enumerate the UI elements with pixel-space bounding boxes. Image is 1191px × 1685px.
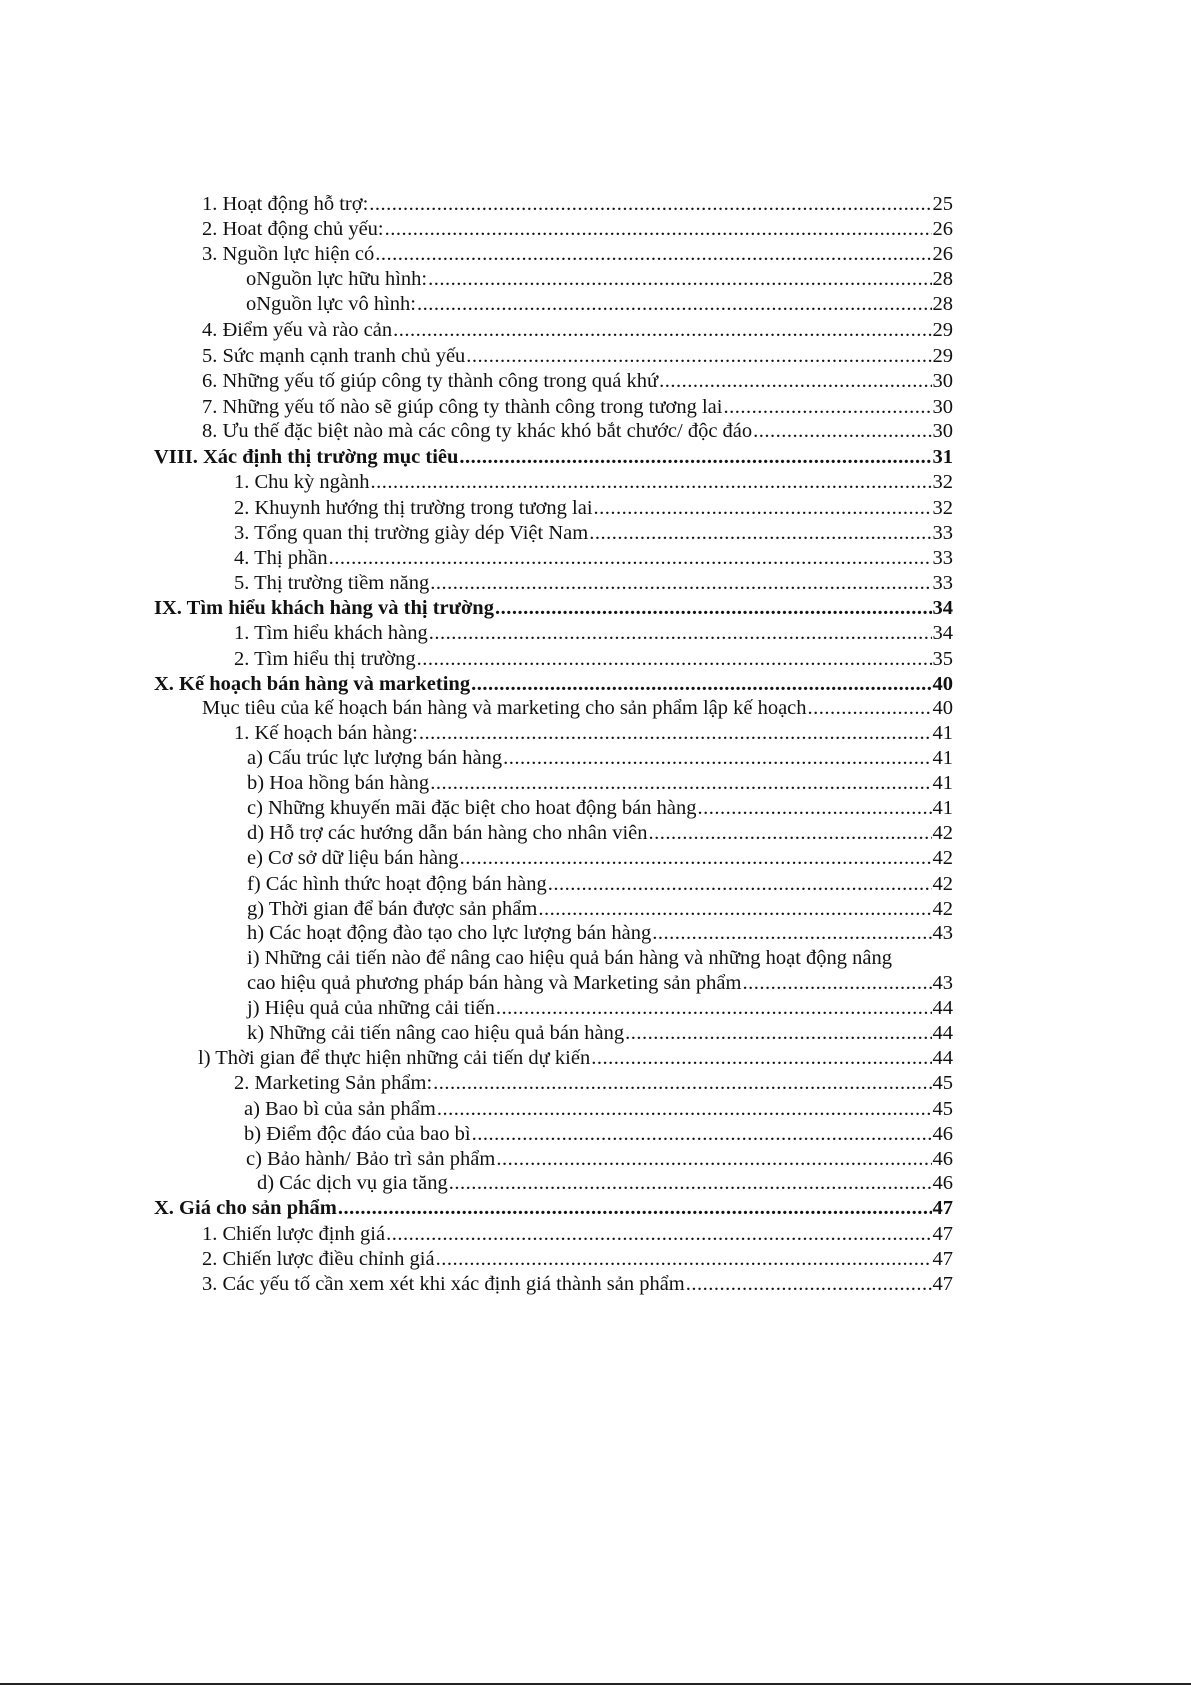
toc-entry-label: 3. Các yếu tố cần xem xét khi xác định giá thành sản phẩm — [202, 1273, 685, 1295]
dot-leader — [436, 1246, 932, 1272]
toc-section-entry[interactable] — [154, 1195, 953, 1221]
toc-entry-label: VIII. Xác định thị trường mục tiêu — [154, 446, 459, 468]
toc-entry-page: 30 — [932, 396, 953, 418]
dot-leader — [753, 418, 931, 444]
dot-leader — [419, 720, 932, 746]
dot-leader — [652, 920, 931, 946]
toc-entry-label: IX. Tìm hiểu khách hàng và thị trường — [154, 597, 494, 619]
toc-entry-page: 35 — [932, 648, 953, 670]
toc-entry-page: 45 — [932, 1098, 953, 1120]
dot-leader — [329, 545, 932, 571]
toc-entry-page: 28 — [932, 293, 953, 315]
toc-entry[interactable] — [246, 266, 953, 292]
toc-entry[interactable] — [202, 418, 953, 444]
toc-entry-page: 46 — [932, 1148, 953, 1170]
toc-entry[interactable] — [202, 317, 953, 343]
toc-entry[interactable] — [202, 343, 953, 369]
toc-entry[interactable] — [234, 545, 953, 571]
dot-leader — [371, 469, 932, 495]
toc-entry-page: 44 — [932, 997, 953, 1019]
toc-entry[interactable] — [247, 970, 953, 996]
toc-entry-label: Mục tiêu của kế hoạch bán hàng và marketing cho sản phẩm lập kế hoạch — [202, 697, 807, 719]
toc-entry[interactable] — [202, 1271, 953, 1297]
dot-leader — [437, 1096, 932, 1122]
toc-entry-page: 34 — [932, 622, 953, 644]
toc-entry-label: g) Thời gian để bán được sản phẩm — [247, 898, 538, 920]
toc-entry-page: 42 — [932, 822, 953, 844]
toc-entry[interactable] — [202, 394, 953, 420]
toc-entry-page: 42 — [932, 873, 953, 895]
toc-entry-label: c) Bảo hành/ Bảo trì sản phẩm — [246, 1148, 496, 1170]
toc-entry-page: 33 — [932, 522, 953, 544]
toc-entry-label: 1. Hoạt động hỗ trợ: — [202, 193, 369, 215]
toc-entry[interactable] — [202, 216, 953, 242]
toc-entry-page: 41 — [932, 722, 953, 744]
toc-entry-label: 1. Kế hoạch bán hàng: — [234, 722, 418, 744]
toc-entry[interactable] — [234, 720, 953, 746]
bullet-marker: o — [246, 293, 257, 315]
dot-leader — [459, 444, 931, 470]
dot-leader — [338, 1195, 932, 1221]
toc-entry-page: 34 — [932, 597, 953, 619]
toc-entry-label: 2. Chiến lược điều chỉnh giá — [202, 1248, 435, 1270]
dot-leader — [649, 820, 932, 846]
dot-leader — [385, 216, 932, 242]
dot-leader — [417, 646, 932, 672]
toc-entry-page: 32 — [932, 471, 953, 493]
toc-entry-label: l) Thời gian để thực hiện những cải tiến dự kiến — [198, 1047, 591, 1069]
toc-entry-label: 1. Chu kỳ ngành — [234, 471, 370, 493]
toc-entry-label: 1. Chiến lược định giá — [202, 1223, 386, 1245]
toc-entry-label: c) Những khuyến mãi đặc biệt cho hoat động bán hàng — [247, 797, 697, 819]
toc-entry[interactable] — [234, 520, 953, 546]
toc-section-entry[interactable] — [154, 444, 953, 470]
toc-entry[interactable] — [234, 570, 953, 596]
toc-entry-label: i) Những cải tiến nào để nâng cao hiệu quả bán hàng và những hoạt động nâng — [247, 947, 893, 969]
toc-entry-page: 47 — [932, 1197, 953, 1219]
toc-entry-label: h) Các hoạt động đào tạo cho lực lượng bán hàng — [247, 922, 652, 944]
toc-entry-label: 4. Thị phần — [234, 547, 328, 569]
toc-entry-label: b) Điểm độc đáo của bao bì — [244, 1123, 471, 1145]
toc-entry[interactable] — [234, 495, 953, 521]
toc-entry[interactable] — [234, 1070, 953, 1096]
toc-entry-page: 30 — [932, 420, 953, 442]
toc-entry[interactable] — [198, 1045, 953, 1071]
toc-entry-label: X. Kế hoạch bán hàng và marketing — [154, 673, 471, 695]
toc-entry-page: 42 — [932, 898, 953, 920]
dot-leader — [697, 795, 931, 821]
toc-entry-label: 2. Hoat động chủ yếu: — [202, 218, 384, 240]
dot-leader — [589, 520, 931, 546]
dot-leader — [659, 368, 931, 394]
dot-leader — [369, 191, 931, 217]
toc-entry-page: 43 — [932, 922, 953, 944]
toc-entry-page: 26 — [932, 243, 953, 265]
toc-entry-label: b) Hoa hồng bán hàng — [247, 772, 430, 794]
dot-leader — [375, 241, 931, 267]
toc-entry[interactable] — [202, 1246, 953, 1272]
toc-entry-label: 3. Nguồn lực hiện có — [202, 243, 375, 265]
toc-entry-page: 33 — [932, 547, 953, 569]
toc-entry-page: 44 — [932, 1047, 953, 1069]
toc-entry-page: 43 — [932, 972, 953, 994]
toc-entry-label: X. Giá cho sản phẩm — [154, 1197, 337, 1219]
dot-leader — [723, 394, 931, 420]
toc-entry-label: 2. Tìm hiểu thị trường — [234, 648, 416, 670]
toc-entry[interactable] — [202, 191, 953, 217]
toc-entry-page: 47 — [932, 1223, 953, 1245]
dot-leader — [594, 495, 932, 521]
dot-leader — [686, 1271, 932, 1297]
toc-entry[interactable] — [246, 291, 953, 317]
toc-entry[interactable] — [234, 469, 953, 495]
dot-leader — [503, 745, 931, 771]
toc-entry-label: 1. Tìm hiểu khách hàng — [234, 622, 428, 644]
toc-entry[interactable] — [244, 1121, 953, 1147]
toc-entry-page: 26 — [932, 218, 953, 240]
toc-entry[interactable] — [202, 241, 953, 267]
dot-leader — [548, 871, 932, 897]
toc-entry-label: e) Cơ sở dữ liệu bán hàng — [247, 847, 459, 869]
dot-leader — [386, 1221, 931, 1247]
dot-leader — [466, 343, 931, 369]
toc-entry-page: 29 — [932, 319, 953, 341]
toc-entry-page: 44 — [932, 1022, 953, 1044]
toc-entry-page: 30 — [932, 370, 953, 392]
dot-leader — [496, 995, 932, 1021]
toc-entry[interactable] — [246, 1146, 953, 1172]
toc-entry[interactable] — [247, 745, 953, 771]
toc-entry-label: 2. Marketing Sản phẩm: — [234, 1072, 433, 1094]
toc-entry-page: 32 — [932, 497, 953, 519]
toc-entry-label: cao hiệu quả phương pháp bán hàng và Marketing sản phẩm — [247, 972, 742, 994]
dot-leader — [495, 595, 932, 621]
toc-entry-page: 41 — [932, 797, 953, 819]
toc-entry[interactable] — [247, 1020, 953, 1046]
toc-entry-page: 47 — [932, 1273, 953, 1295]
toc-entry-page: 47 — [932, 1248, 953, 1270]
toc-entry[interactable] — [234, 620, 953, 646]
toc-entry-label: 4. Điểm yếu và rào cản — [202, 319, 393, 341]
toc-entry[interactable] — [244, 1096, 953, 1122]
toc-entry-label: 5. Sức mạnh cạnh tranh chủ yếu — [202, 345, 466, 367]
dot-leader — [429, 620, 932, 646]
toc-entry-no-page[interactable] — [247, 945, 953, 971]
toc-entry[interactable] — [247, 845, 953, 871]
toc-entry[interactable] — [247, 770, 953, 796]
toc-entry-label: Nguồn lực hữu hình: — [256, 268, 428, 290]
dot-leader — [742, 970, 931, 996]
toc-entry-page: 29 — [932, 345, 953, 367]
toc-entry-page: 31 — [932, 446, 953, 468]
toc-entry-label: j) Hiệu quả của những cải tiến — [247, 997, 495, 1019]
bullet-marker: o — [246, 268, 257, 290]
toc-entry[interactable] — [247, 896, 953, 922]
toc-entry[interactable] — [202, 368, 953, 394]
dot-leader — [449, 1170, 932, 1196]
toc-entry[interactable] — [202, 695, 953, 721]
toc-entry-label: 3. Tổng quan thị trường giày dép Việt Nam — [234, 522, 589, 544]
dot-leader — [417, 291, 932, 317]
toc-section-entry[interactable] — [154, 671, 953, 697]
toc-entry[interactable] — [247, 820, 953, 846]
toc-entry-label: k) Những cải tiến nâng cao hiệu quả bán hàng — [247, 1022, 625, 1044]
toc-entry-page: 46 — [932, 1123, 953, 1145]
toc-section-entry[interactable] — [154, 595, 953, 621]
toc-entry-page: 25 — [932, 193, 953, 215]
dot-leader — [471, 671, 931, 697]
toc-entry-label: d) Hỗ trợ các hướng dẫn bán hàng cho nhân viên — [247, 822, 648, 844]
toc-entry-label: Nguồn lực vô hình: — [256, 293, 416, 315]
dot-leader — [460, 845, 932, 871]
toc-entry-label: d) Các dịch vụ gia tăng — [257, 1172, 448, 1194]
dot-leader — [496, 1146, 931, 1172]
toc-entry-label: a) Cấu trúc lực lượng bán hàng — [247, 747, 503, 769]
dot-leader — [428, 266, 931, 292]
toc-entry-label: a) Bao bì của sản phẩm — [244, 1098, 436, 1120]
toc-entry-page: 33 — [932, 572, 953, 594]
toc-entry[interactable] — [234, 646, 953, 672]
toc-entry-page: 41 — [932, 772, 953, 794]
toc-entry-label: 8. Ưu thế đặc biệt nào mà các công ty khác khó bắt chước/ độc đáo — [202, 420, 753, 442]
dot-leader — [430, 570, 931, 596]
toc-entry-page: 46 — [932, 1172, 953, 1194]
dot-leader — [433, 1070, 931, 1096]
toc-entry-label: f) Các hình thức hoạt động bán hàng — [247, 873, 547, 895]
dot-leader — [538, 896, 931, 922]
dot-leader — [393, 317, 931, 343]
dot-leader — [808, 695, 932, 721]
dot-leader — [430, 770, 931, 796]
toc-entry[interactable] — [247, 920, 953, 946]
toc-entry-page: 40 — [932, 673, 953, 695]
toc-entry-page: 42 — [932, 847, 953, 869]
toc-entry-page: 40 — [932, 697, 953, 719]
toc-entry[interactable] — [202, 1221, 953, 1247]
dot-leader — [591, 1045, 931, 1071]
toc-entry-page: 28 — [932, 268, 953, 290]
toc-entry-label: 5. Thị trường tiềm năng — [234, 572, 430, 594]
toc-entry-page: 41 — [932, 747, 953, 769]
toc-entry-label: 6. Những yếu tố giúp công ty thành công trong quá khứ — [202, 370, 659, 392]
toc-entry[interactable] — [257, 1170, 953, 1196]
toc-entry[interactable] — [247, 995, 953, 1021]
dot-leader — [625, 1020, 931, 1046]
toc-entry[interactable] — [247, 871, 953, 897]
toc-entry-page: 45 — [932, 1072, 953, 1094]
toc-entry-label: 2. Khuynh hướng thị trường trong tương lai — [234, 497, 593, 519]
dot-leader — [472, 1121, 932, 1147]
toc-entry-label: 7. Những yếu tố nào sẽ giúp công ty thành công trong tương lai — [202, 396, 723, 418]
toc-entry[interactable] — [247, 795, 953, 821]
